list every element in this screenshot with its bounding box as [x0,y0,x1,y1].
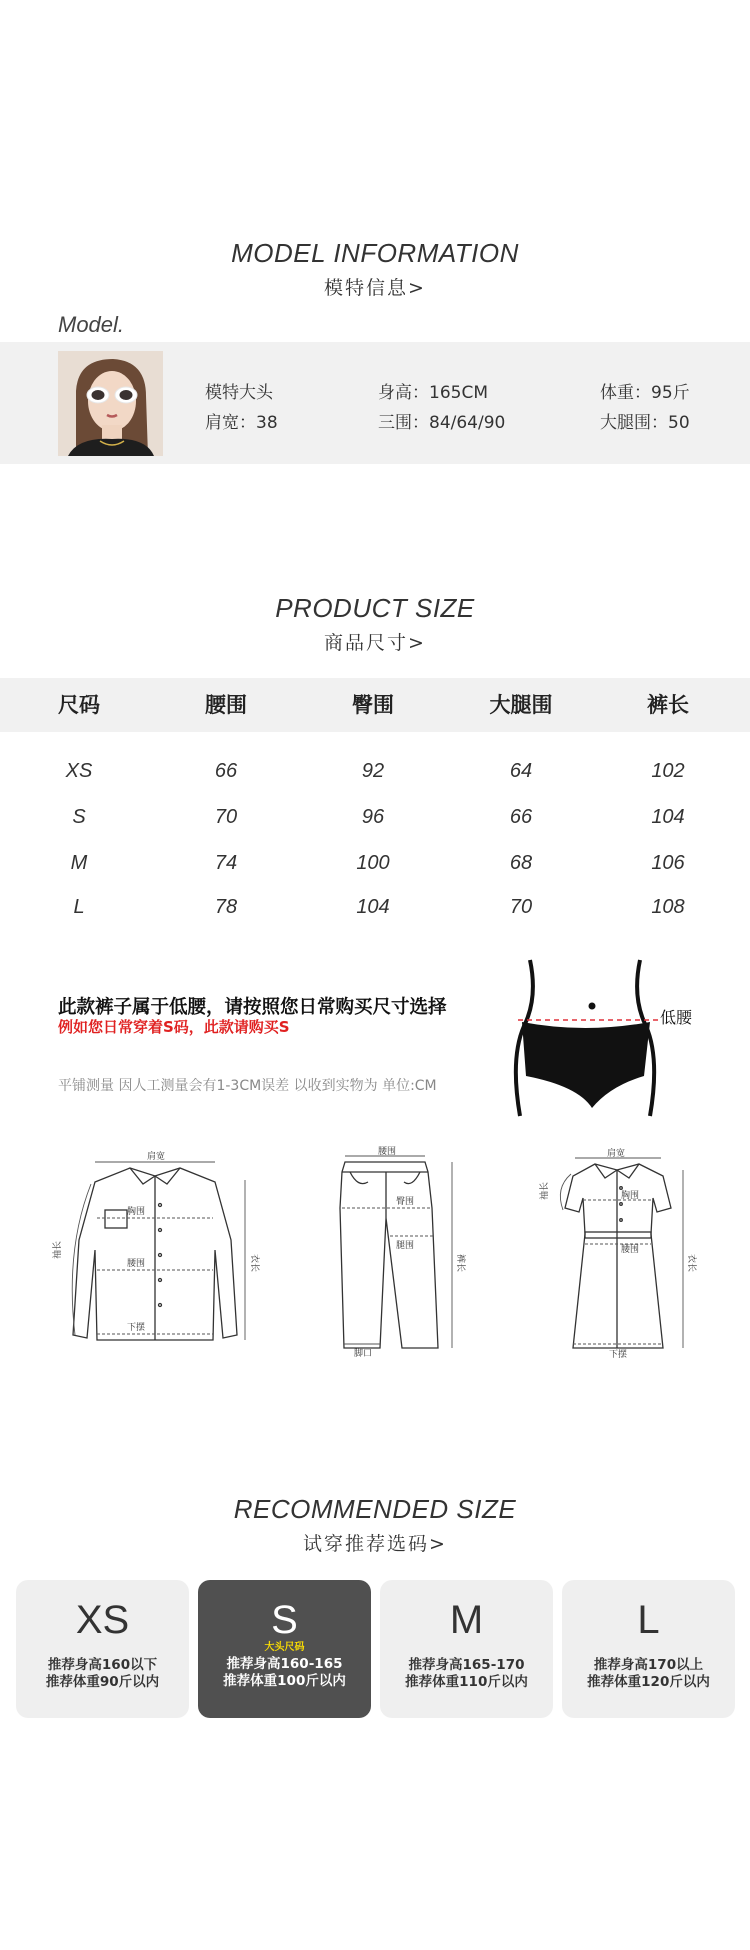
pants-hip-label: 臀围 [396,1197,415,1207]
table-cell: 70 [509,896,533,918]
size-card-label: L [637,1598,660,1642]
table-cell: 104 [651,806,685,828]
shirt-measure-diagram [53,1150,259,1355]
model-height: 身高：165CM [378,383,488,403]
table-cell: 92 [361,760,385,782]
size-card-weight: 推荐体重90斤以内 [45,1674,160,1690]
recommended-title-en: RECOMMENDED SIZE [233,1494,517,1524]
table-cell: 66 [509,806,533,828]
shirt-sleeve-label: 袖长 [53,1240,63,1259]
table-cell: 66 [214,760,238,782]
table-cell: L [73,896,85,918]
pants-waist-label: 腰围 [378,1147,397,1157]
table-cell: 106 [651,852,685,874]
recommended-title [0,1494,750,1556]
size-card-height: 推荐身高160-165 [226,1656,343,1672]
low-waist-label: 低腰 [660,1008,693,1027]
low-waist-note: 此款裤子属于低腰，请按照您日常购买尺寸选择 [58,997,447,1018]
header-size: 尺码 [58,693,100,717]
recommended-title-cn: 试穿推荐选码> [303,1533,447,1555]
model-name: 模特大头 [205,383,273,403]
size-card-s[interactable] [198,1580,371,1718]
table-cell: 70 [214,806,238,828]
dress-measure-diagram [540,1148,696,1360]
product-size-title-en: PRODUCT SIZE [275,593,475,623]
pants-leg-label: 脚口 [354,1349,373,1359]
table-cell: 64 [509,760,533,782]
size-card-weight: 推荐体重100斤以内 [223,1673,346,1689]
size-card-weight: 推荐体重120斤以内 [587,1674,710,1690]
header-length: 裤长 [647,693,689,717]
model-title-cn: 模特信息> [324,277,426,299]
size-card-l[interactable] [562,1580,735,1718]
size-card-m[interactable] [380,1580,553,1718]
product-size-title-cn: 商品尺寸> [324,632,426,654]
table-cell: XS [65,760,93,782]
size-card-tag: 大头尺码 [264,1642,305,1653]
model-weight: 体重：95斤 [600,383,690,403]
size-card-height: 推荐身高165-170 [408,1657,525,1673]
model-info-band [0,342,750,464]
shirt-hem-label: 下摆 [127,1323,146,1333]
pants-length-label: 裤长 [455,1254,465,1273]
dress-shoulder-label: 肩宽 [607,1149,626,1159]
table-cell: S [72,806,86,828]
model-avatar [58,351,163,456]
dress-length-label: 衣长 [686,1254,696,1273]
size-advice-note: 例如您日常穿着S码，此款请购买S [58,1018,290,1036]
table-cell: 78 [214,896,238,918]
dress-hem-label: 下摆 [609,1350,628,1360]
size-card-label: XS [75,1598,130,1642]
model-measurements: 三围：84/64/90 [378,413,506,433]
table-cell: 96 [361,806,385,828]
dress-sleeve-label: 袖长 [540,1181,550,1200]
model-label: Model. [58,312,125,337]
size-card-weight: 推荐体重110斤以内 [405,1674,528,1690]
header-hip: 臀围 [352,693,394,717]
size-table-header [0,678,750,732]
model-section-title [0,238,750,300]
table-cell: 102 [651,760,685,782]
header-waist: 腰围 [205,693,247,717]
table-cell: 108 [651,896,685,918]
pants-thigh-label: 腿围 [396,1241,415,1251]
size-card-height: 推荐身高160以下 [47,1657,158,1673]
size-card-label: M [449,1598,484,1642]
product-size-title [0,593,750,655]
dress-chest-label: 胸围 [621,1191,640,1201]
header-thigh: 大腿围 [489,693,553,717]
dress-waist-label: 腰围 [621,1245,640,1255]
measurement-note: 平铺测量 因人工测量会有1-3CM误差 以收到实物为 单位:CM [58,1078,437,1094]
shirt-chest-label: 胸围 [127,1207,146,1217]
size-card-height: 推荐身高170以上 [593,1657,704,1673]
shirt-waist-label: 腰围 [127,1259,146,1269]
shirt-shoulder-label: 肩宽 [147,1152,166,1162]
table-cell: 104 [356,896,390,918]
low-waist-illustration [510,958,660,1120]
model-title-en: MODEL INFORMATION [231,238,519,268]
model-thigh: 大腿围：50 [600,413,690,433]
shirt-length-label: 衣长 [249,1254,259,1273]
table-cell: M [70,852,88,874]
table-cell: 68 [509,852,533,874]
size-card-xs[interactable] [16,1580,189,1718]
model-shoulder: 肩宽：38 [205,413,278,433]
table-cell: 100 [356,852,390,874]
pants-measure-diagram [320,1148,470,1358]
size-card-label: S [271,1598,298,1642]
table-cell: 74 [214,852,238,874]
